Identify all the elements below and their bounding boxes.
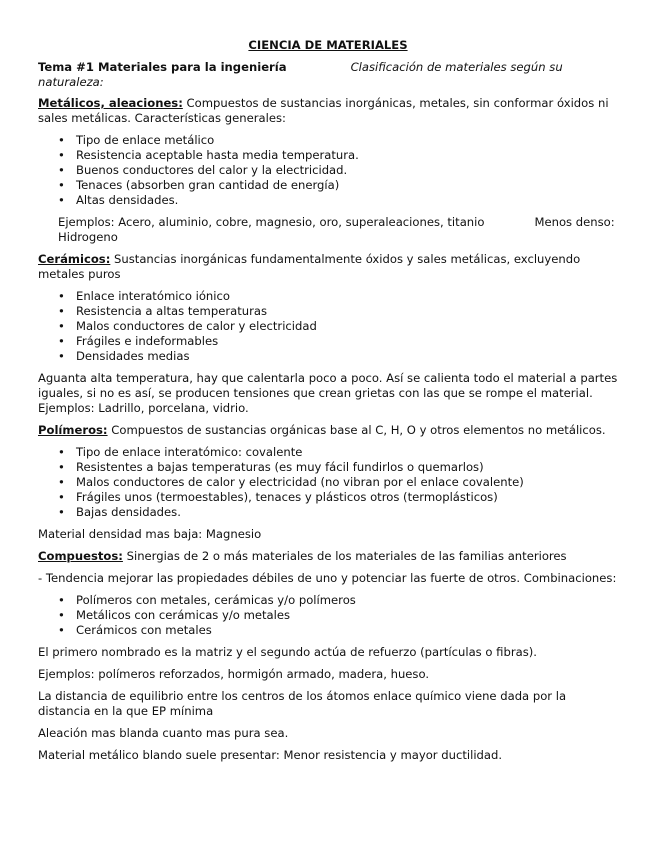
metalicos-least-dense: Menos denso: Hidrogeno <box>58 215 615 244</box>
list-item: • Enlace interatómico iónico <box>76 289 618 304</box>
topic-line <box>38 60 618 90</box>
ceramicos-description: Sustancias inorgánicas fundamentalmente óxidos y sales metálicas, excluyendo metales puros <box>38 252 581 281</box>
compuestos-tendency: - Tendencia mejorar las propiedades débiles de uno y potenciar las fuerte de otros. Combinaciones: <box>38 571 617 585</box>
note-paragraph: La distancia de equilibrio entre los centros de los átomos enlace químico viene dada por la distancia en la que EP mínima <box>38 689 567 718</box>
metalicos-paragraph <box>38 96 618 126</box>
polimeros-list <box>38 445 618 520</box>
document-title: CIENCIA DE MATERIALES <box>248 38 408 52</box>
compuestos-examples: Ejemplos: polímeros reforzados, hormigón armado, madera, hueso. <box>38 667 430 681</box>
polimeros-paragraph <box>38 423 618 438</box>
list-item: • Polímeros con metales, cerámicas y/o polímeros <box>76 593 618 608</box>
list-item: • Malos conductores de calor y electricidad (no vibran por el enlace covalente) <box>76 475 618 490</box>
metalicos-description: Compuestos de sustancias inorgánicas, metales, sin conformar óxidos ni sales metálicas. Características generales: <box>38 96 609 125</box>
list-item: • Resistencia aceptable hasta media temperatura. <box>76 148 618 163</box>
compuestos-list <box>38 593 618 638</box>
note-paragraph: Material metálico blando suele presentar: Menor resistencia y mayor ductilidad. <box>38 748 503 762</box>
metalicos-list <box>38 133 618 208</box>
compuestos-heading: Compuestos: <box>38 549 123 563</box>
ceramicos-note: Aguanta alta temperatura, hay que calentarla poco a poco. Así se calienta todo el material a partes iguales, si no es así, se producen tensiones que crean grietas con las que se rompe el material. Ejemplos: Ladrillo, porcelana, vidrio. <box>38 371 618 415</box>
metalicos-examples <box>58 215 618 245</box>
polimeros-heading: Polímeros: <box>38 423 108 437</box>
list-item: • Bajas densidades. <box>76 505 618 520</box>
list-item: • Altas densidades. <box>76 193 618 208</box>
compuestos-description: Sinergias de 2 o más materiales de los materiales de las familias anteriores <box>122 549 567 563</box>
ceramicos-list <box>38 289 618 364</box>
list-item: • Metálicos con cerámicas y/o metales <box>76 608 618 623</box>
list-item: • Tipo de enlace metálico <box>76 133 618 148</box>
classification-subtitle: Clasificación de materiales según su naturaleza: <box>38 60 563 89</box>
document-page <box>38 38 618 770</box>
list-item: • Cerámicos con metales <box>76 623 618 638</box>
list-item: • Resistencia a altas temperaturas <box>76 304 618 319</box>
metalicos-examples-text: Ejemplos: Acero, aluminio, cobre, magnesio, oro, superaleaciones, titanio <box>58 215 485 229</box>
list-item: • Frágiles unos (termoestables), tenaces y plásticos otros (termoplásticos) <box>76 490 618 505</box>
list-item: • Tenaces (absorben gran cantidad de energía) <box>76 178 618 193</box>
polimeros-note: Material densidad mas baja: Magnesio <box>38 527 262 541</box>
list-item: • Densidades medias <box>76 349 618 364</box>
compuestos-paragraph <box>38 549 618 564</box>
ceramicos-heading: Cerámicos: <box>38 252 111 266</box>
compuestos-matrix: El primero nombrado es la matriz y el segundo actúa de refuerzo (partículas o fibras). <box>38 645 537 659</box>
list-item: • Frágiles e indeformables <box>76 334 618 349</box>
list-item: • Resistentes a bajas temperaturas (es muy fácil fundirlos o quemarlos) <box>76 460 618 475</box>
ceramicos-paragraph <box>38 252 618 282</box>
polimeros-description: Compuestos de sustancias orgánicas base al C, H, O y otros elementos no metálicos. <box>107 423 606 437</box>
metalicos-heading: Metálicos, aleaciones: <box>38 96 183 110</box>
topic-heading: Tema #1 Materiales para la ingeniería <box>38 60 287 74</box>
list-item: • Tipo de enlace interatómico: covalente <box>76 445 618 460</box>
note-paragraph: Aleación mas blanda cuanto mas pura sea. <box>38 726 289 740</box>
list-item: • Malos conductores de calor y electricidad <box>76 319 618 334</box>
list-item: • Buenos conductores del calor y la electricidad. <box>76 163 618 178</box>
